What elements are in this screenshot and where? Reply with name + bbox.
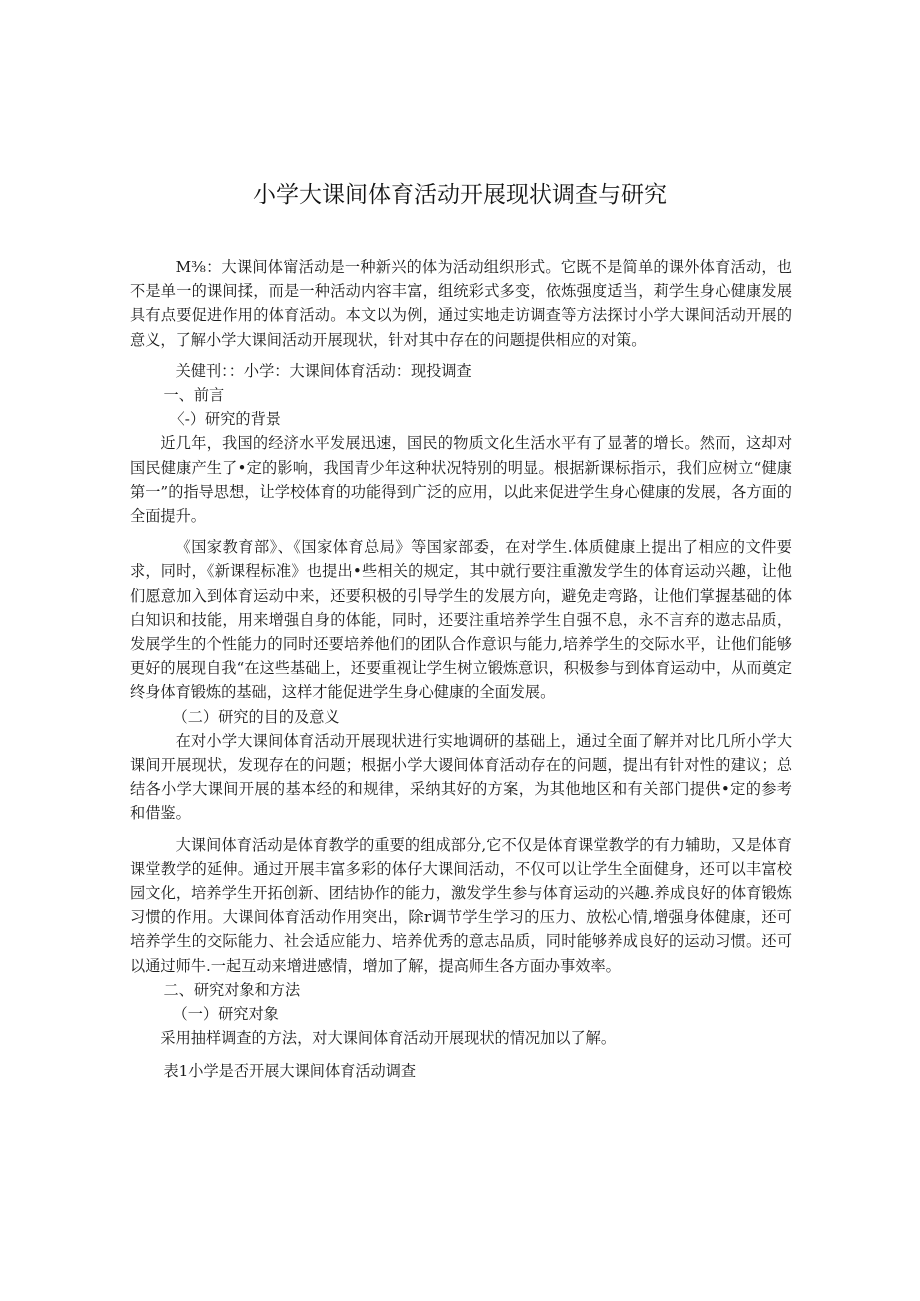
paragraph-background-2: 《国家教育部》、《国家体育总局》等国家部委，在对学生.体质健康上提出了相应的文件要求，同时，《新课程标准》也提出•些相关的规定，其中就行要注重激发学生的体育运动兴趣，让他们愿意加入到体育运动中来，还要积极的引导学生的发展方向，避免走弯路，让他们掌握基础的体白知识和技能，用来增强自身的体能，同时，还要注重培养学生自强不息，永不言弃的遨志品质，发展学生的个性能力的同时还要培养他们的团队合作意识与能力,培养学生的交际水平，让他们能够更好的展现自我“在这些基础上，还要重视让学生树立锻炼意识，积极参与到体育运动中，从而奠定终身体育锻炼的基础，这样才能促进学生身心健康的全面发展。 bbox=[130, 538, 792, 702]
subsection-heading-purpose: （二）研究的目的及意义 bbox=[172, 707, 340, 726]
paragraph-subjects-1: 采用抽样调查的方法，对大课间体育活动开展现状的情况加以了解。 bbox=[160, 1029, 617, 1048]
paragraph-purpose-1: 在对小学大课间体育活动开展现状进行实地调研的基础上，通过全面了解并对比几所小学大课间开展现状，发现存在的问题；根据小学大谡间体育活动存在的问题，提出有针对性的建议；总结各小学大课间开展的基本经的和规律，采纳其好的方案，为其他地区和有关部门提供•定的参考和借鉴。 bbox=[130, 731, 792, 823]
page-title: 小学大课间体育活动开展现状调查与研究 bbox=[253, 182, 667, 208]
table-caption: 表1小学是否开展大课间体育活动调查 bbox=[163, 1061, 417, 1080]
section-heading-methods: 二、研究对象和方法 bbox=[163, 980, 301, 999]
section-heading-preface: 一、前言 bbox=[163, 386, 225, 405]
abstract-paragraph: M⅜：大课间体甯活动是一种新兴的体为活动组织形式。它既不是简单的课外体育活动，也不是单一的课间揉，而是一种活动内容丰富，组统彩式多变，依炼强度适当，莉学生身心健康发展具有点要促进作用的体育活动。本文以为例，通过实地走访调查等方法探讨小学大课间活动开展的意义，了解小学大课间活动开展现状，针对其中存在的问题提供相应的对策。 bbox=[130, 258, 792, 349]
paragraph-background-1: 近几年，我国的经济水平发展迅速，国民的物质文化生活水平有了显著的增长。然而，这却对国民健康产生了•定的影响，我国青少年这种状况特别的明显。根据新课标指示，我们应树立“健康第一”的指导思想，让学校体育的功能得到广泛的应用，以此来促进学生身心健康的发展，各方面的全面提升。 bbox=[130, 434, 792, 526]
subsection-heading-background: 〈-）研究的背景 bbox=[169, 410, 281, 429]
keywords-line: 关健刊：：小学：大课间体育活动：现投调查 bbox=[175, 361, 472, 380]
paragraph-purpose-2: 大课间体育活动是体育教学的重要的组成部分,它不仅是体育课堂教学的有力辅助，又是体育课堂教学的延伸。通过开展丰富多彩的体仔大课间活动，不仅可以让学生全面健身，还可以丰富校园文化，培养学生开拓创新、团结协作的能力，激发学生参与体育运动的兴趣.养成良好的体育锻炼习惯的作用。大课间体育活动作用突出，除r调节学生学习的压力、放松心情,增强身体健康，还可培养学生的交际能力、社会适应能力、培养优秀的意志品质，同时能够养成良好的运动习惯。还可以通过师牛.一起互动来增进感情，增加了解，提高师生各方面办事效率。 bbox=[130, 835, 792, 975]
document-body bbox=[130, 255, 792, 1083]
subsection-heading-subjects: （一）研究对象 bbox=[172, 1005, 279, 1024]
